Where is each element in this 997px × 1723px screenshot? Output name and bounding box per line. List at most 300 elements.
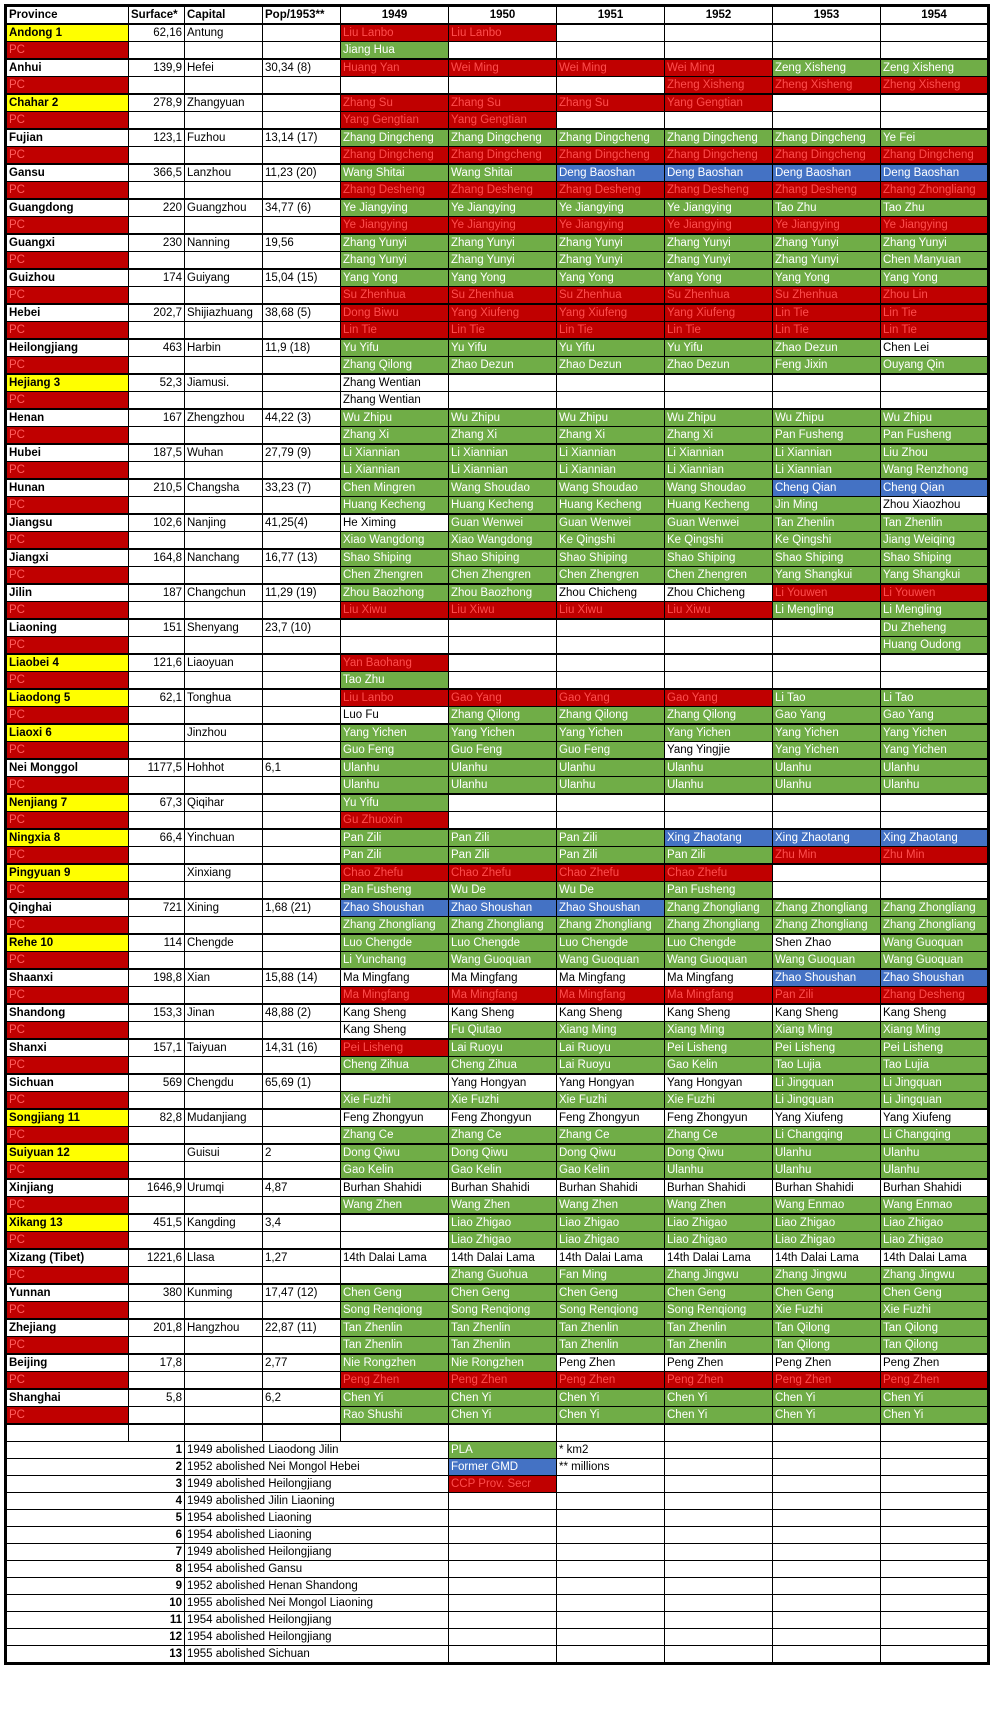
province-population [263, 864, 341, 882]
party-secretary-cell: Tan Qilong [773, 1337, 881, 1355]
province-surface: 201,8 [129, 1319, 185, 1337]
party-secretary-cell [773, 882, 881, 900]
party-secretary-cell: Zhu Min [773, 847, 881, 865]
province-population: 4,87 [263, 1179, 341, 1197]
party-secretary-cell: Ma Mingfang [449, 987, 557, 1005]
party-secretary-cell: Xiang Ming [557, 1022, 665, 1040]
governor-cell: Pan Zili [557, 829, 665, 847]
party-secretary-cell: Song Renqiong [665, 1302, 773, 1320]
note-row [6, 1442, 989, 1459]
party-secretary-cell: Peng Zhen [449, 1372, 557, 1390]
party-secretary-cell [557, 812, 665, 830]
governor-cell: Li Youwen [773, 584, 881, 602]
governor-cell: Burhan Shahidi [881, 1179, 989, 1197]
party-secretary-cell: Ulanhu [665, 777, 773, 795]
party-secretary-cell: Zhang Desheng [341, 182, 449, 200]
province-population: 15,88 (14) [263, 969, 341, 987]
province-row [6, 584, 989, 602]
empty-cell [773, 1476, 881, 1493]
party-secretary-row [6, 812, 989, 830]
governor-cell: 14th Dalai Lama [881, 1249, 989, 1267]
party-secretary-cell: Li Mengling [881, 602, 989, 620]
party-secretary-cell: Chen Yi [773, 1407, 881, 1425]
governor-cell: Chen Yi [557, 1389, 665, 1407]
empty-cell [449, 1544, 557, 1561]
party-secretary-cell: Zhang Zhongliang [449, 917, 557, 935]
empty-cell [881, 1527, 989, 1544]
governor-cell [449, 374, 557, 392]
note-row [6, 1476, 989, 1493]
party-secretary-row [6, 392, 989, 410]
party-secretary-cell: Zhang Dingcheng [341, 147, 449, 165]
party-secretary-cell: Xiang Ming [773, 1022, 881, 1040]
governor-cell: Burhan Shahidi [341, 1179, 449, 1197]
governor-cell: Peng Zhen [557, 1354, 665, 1372]
province-capital: Kunming [185, 1284, 263, 1302]
governor-cell: Pan Zili [449, 829, 557, 847]
governor-cell: Chen Geng [665, 1284, 773, 1302]
party-secretary-cell: Pan Fusheng [341, 882, 449, 900]
party-secretary-cell [881, 812, 989, 830]
party-secretary-cell: Tao Zhu [341, 672, 449, 690]
pc-label: PC [6, 322, 129, 340]
province-name: Jiangxi [6, 549, 129, 567]
governor-cell: Shao Shiping [449, 549, 557, 567]
province-population: 34,77 (6) [263, 199, 341, 217]
empty-cell [129, 637, 185, 655]
party-secretary-cell: Zheng Xisheng [881, 77, 989, 95]
province-name: Shaanxi [6, 969, 129, 987]
governor-cell: 14th Dalai Lama [665, 1249, 773, 1267]
empty-cell [129, 602, 185, 620]
party-secretary-cell: Ulanhu [881, 777, 989, 795]
party-secretary-cell: Wang Zhen [665, 1197, 773, 1215]
party-secretary-cell: Xiao Wangdong [341, 532, 449, 550]
province-row [6, 899, 989, 917]
governor-cell [665, 374, 773, 392]
note-number: 1 [6, 1442, 185, 1459]
note-row [6, 1595, 989, 1612]
empty-cell [881, 1544, 989, 1561]
governor-cell [665, 619, 773, 637]
province-surface: 210,5 [129, 479, 185, 497]
party-secretary-cell: Peng Zhen [665, 1372, 773, 1390]
governor-cell: Luo Chengde [557, 934, 665, 952]
governor-cell: Wang Shoudao [665, 479, 773, 497]
party-secretary-cell: Song Renqiong [449, 1302, 557, 1320]
party-secretary-cell [881, 112, 989, 130]
party-secretary-cell: Tan Zhenlin [449, 1337, 557, 1355]
governor-cell: Wang Shoudao [557, 479, 665, 497]
governor-cell: Ulanhu [557, 759, 665, 777]
province-population: 1,68 (21) [263, 899, 341, 917]
province-population [263, 654, 341, 672]
governor-cell: Zhou Chicheng [557, 584, 665, 602]
pc-label: PC [6, 567, 129, 585]
header-province: Province [6, 6, 129, 25]
governor-cell: Tao Zhu [773, 199, 881, 217]
note-row [6, 1544, 989, 1561]
empty-cell [773, 1442, 881, 1459]
empty-cell [449, 1629, 557, 1646]
party-secretary-cell: Tao Lujia [881, 1057, 989, 1075]
province-row [6, 759, 989, 777]
party-secretary-row [6, 602, 989, 620]
governor-cell: Liao Zhigao [449, 1214, 557, 1232]
empty-cell [557, 1493, 665, 1510]
governor-cell: Tan Zhenlin [557, 1319, 665, 1337]
province-population [263, 724, 341, 742]
pc-label: PC [6, 217, 129, 235]
party-secretary-cell: Wang Enmao [773, 1197, 881, 1215]
governor-cell: Wang Shitai [449, 164, 557, 182]
governor-cell: Yang Yong [449, 269, 557, 287]
pc-label: PC [6, 987, 129, 1005]
governor-cell: Ma Mingfang [665, 969, 773, 987]
province-capital: Nanchang [185, 549, 263, 567]
province-capital: Shenyang [185, 619, 263, 637]
province-population: 48,88 (2) [263, 1004, 341, 1022]
empty-cell [263, 1057, 341, 1075]
governor-cell [665, 794, 773, 812]
header-row [6, 6, 989, 25]
governor-cell: Yu Yifu [341, 794, 449, 812]
party-secretary-cell: Chen Yi [665, 1407, 773, 1425]
province-name: Gansu [6, 164, 129, 182]
empty-cell [129, 532, 185, 550]
province-population: 44,22 (3) [263, 409, 341, 427]
province-population [263, 829, 341, 847]
empty-cell [449, 1612, 557, 1629]
party-secretary-cell [449, 42, 557, 60]
empty-cell [185, 1337, 263, 1355]
governor-cell: Ulanhu [881, 1144, 989, 1162]
governor-cell: Yu Yifu [557, 339, 665, 357]
spacer-row [6, 1424, 989, 1442]
empty-cell [185, 987, 263, 1005]
party-secretary-cell [665, 812, 773, 830]
party-secretary-cell [881, 882, 989, 900]
governor-cell: Liu Lanbo [341, 689, 449, 707]
note-text: 1952 abolished Nei Mongol Hebei [185, 1459, 449, 1476]
empty-cell [557, 1646, 665, 1664]
governor-cell: Li Jingquan [881, 1074, 989, 1092]
party-secretary-cell: Peng Zhen [881, 1372, 989, 1390]
empty-cell [129, 1232, 185, 1250]
province-capital: Lanzhou [185, 164, 263, 182]
empty-cell [185, 882, 263, 900]
province-name: Hebei [6, 304, 129, 322]
province-capital: Nanning [185, 234, 263, 252]
note-text: 1949 abolished Heilongjiang [185, 1544, 449, 1561]
governor-cell: Wu Zhipu [341, 409, 449, 427]
note-text: 1952 abolished Henan Shandong [185, 1578, 449, 1595]
governor-cell: Zhou Chicheng [665, 584, 773, 602]
empty-cell [263, 812, 341, 830]
party-secretary-cell: Wang Guoquan [773, 952, 881, 970]
governor-cell: Chao Zhefu [449, 864, 557, 882]
governor-cell: Cheng Qian [881, 479, 989, 497]
governor-cell: Zhang Zhongliang [881, 899, 989, 917]
governor-cell [881, 374, 989, 392]
party-secretary-cell: Huang Kecheng [449, 497, 557, 515]
governor-cell: Zhou Baozhong [449, 584, 557, 602]
party-secretary-cell: Zhang Dingcheng [773, 147, 881, 165]
province-name: Liaodong 5 [6, 689, 129, 707]
empty-cell [773, 1424, 881, 1442]
note-text: 1949 abolished Jilin Liaoning [185, 1493, 449, 1510]
empty-cell [263, 602, 341, 620]
legend-pla: PLA [449, 1442, 557, 1459]
note-row [6, 1510, 989, 1527]
party-secretary-cell: Chen Manyuan [881, 252, 989, 270]
note-number: 5 [6, 1510, 185, 1527]
governor-cell: Du Zheheng [881, 619, 989, 637]
header-year-1949: 1949 [341, 6, 449, 25]
province-population: 11,23 (20) [263, 164, 341, 182]
empty-cell [185, 357, 263, 375]
province-row [6, 1109, 989, 1127]
party-secretary-cell: Zhu Min [881, 847, 989, 865]
province-name: Hejiang 3 [6, 374, 129, 392]
pc-label: PC [6, 1267, 129, 1285]
province-row [6, 1214, 989, 1232]
party-secretary-cell: Tan Zhenlin [341, 1337, 449, 1355]
empty-cell [129, 1407, 185, 1425]
province-surface: 164,8 [129, 549, 185, 567]
party-secretary-cell: Huang Oudong [881, 637, 989, 655]
party-secretary-cell [773, 112, 881, 130]
party-secretary-row [6, 637, 989, 655]
party-secretary-cell: Zhang Yunyi [665, 252, 773, 270]
governor-cell: Liu Zhou [881, 444, 989, 462]
party-secretary-cell: Gao Yang [881, 707, 989, 725]
empty-cell [881, 1493, 989, 1510]
province-population: 17,47 (12) [263, 1284, 341, 1302]
party-secretary-cell: Xie Fuzhi [773, 1302, 881, 1320]
governor-cell: Liao Zhigao [881, 1214, 989, 1232]
empty-cell [665, 1442, 773, 1459]
governor-cell [449, 619, 557, 637]
empty-cell [773, 1595, 881, 1612]
empty-cell [263, 1022, 341, 1040]
governor-cell: Chen Geng [881, 1284, 989, 1302]
empty-cell [881, 1510, 989, 1527]
governor-cell: Guan Wenwei [449, 514, 557, 532]
province-name: Guizhou [6, 269, 129, 287]
party-secretary-row [6, 777, 989, 795]
province-capital: Jinan [185, 1004, 263, 1022]
party-secretary-cell: Ulanhu [665, 1162, 773, 1180]
province-capital: Llasa [185, 1249, 263, 1267]
empty-cell [129, 672, 185, 690]
empty-cell [185, 392, 263, 410]
note-text: 1949 abolished Liaodong Jilin [185, 1442, 449, 1459]
province-surface: 67,3 [129, 794, 185, 812]
empty-cell [185, 532, 263, 550]
province-surface: 187 [129, 584, 185, 602]
governor-cell: Wu Zhipu [449, 409, 557, 427]
governor-cell [341, 1214, 449, 1232]
pc-label: PC [6, 917, 129, 935]
party-secretary-cell: Lai Ruoyu [557, 1057, 665, 1075]
governor-cell: Kang Sheng [773, 1004, 881, 1022]
party-secretary-cell: Zhang Guohua [449, 1267, 557, 1285]
province-capital: Wuhan [185, 444, 263, 462]
province-population [263, 24, 341, 42]
governor-cell: 14th Dalai Lama [773, 1249, 881, 1267]
party-secretary-cell [881, 392, 989, 410]
governor-cell: Huang Yan [341, 59, 449, 77]
governor-cell: Peng Zhen [881, 1354, 989, 1372]
party-secretary-cell [449, 812, 557, 830]
party-secretary-row [6, 1337, 989, 1355]
province-name: Qinghai [6, 899, 129, 917]
empty-cell [263, 1197, 341, 1215]
province-surface: 167 [129, 409, 185, 427]
header-year-1954: 1954 [881, 6, 989, 25]
empty-cell [129, 147, 185, 165]
governor-cell: Luo Chengde [449, 934, 557, 952]
province-surface: 1646,9 [129, 1179, 185, 1197]
province-row [6, 1354, 989, 1372]
governor-cell: Chen Yi [881, 1389, 989, 1407]
empty-cell [185, 182, 263, 200]
empty-cell [185, 567, 263, 585]
pc-label: PC [6, 1337, 129, 1355]
governor-cell: Chen Geng [449, 1284, 557, 1302]
party-secretary-row [6, 1302, 989, 1320]
governor-cell: Burhan Shahidi [665, 1179, 773, 1197]
party-secretary-cell [665, 672, 773, 690]
governor-cell: Tan Zhenlin [665, 1319, 773, 1337]
party-secretary-cell: Chen Zhengren [341, 567, 449, 585]
party-secretary-cell: Peng Zhen [773, 1372, 881, 1390]
empty-cell [557, 1595, 665, 1612]
province-row [6, 689, 989, 707]
empty-cell [185, 287, 263, 305]
party-secretary-row [6, 742, 989, 760]
party-secretary-cell: Zhao Dezun [449, 357, 557, 375]
empty-cell [263, 952, 341, 970]
governor-cell: Yang Yichen [341, 724, 449, 742]
party-secretary-cell: Li Mengling [773, 602, 881, 620]
governor-cell: Tan Zhenlin [881, 514, 989, 532]
governor-cell: Zhang Yunyi [341, 234, 449, 252]
governor-cell: Pan Zili [341, 829, 449, 847]
empty-cell [185, 497, 263, 515]
governor-cell: Lin Tie [773, 304, 881, 322]
empty-cell [665, 1646, 773, 1664]
governor-cell [773, 864, 881, 882]
province-name: Zhejiang [6, 1319, 129, 1337]
province-row [6, 409, 989, 427]
empty-cell [263, 1232, 341, 1250]
empty-cell [881, 1561, 989, 1578]
empty-cell [263, 182, 341, 200]
province-surface: 153,3 [129, 1004, 185, 1022]
note-number: 2 [6, 1459, 185, 1476]
party-secretary-cell: Zhang Desheng [449, 182, 557, 200]
party-secretary-cell: Yang Yichen [773, 742, 881, 760]
party-secretary-cell: Luo Fu [341, 707, 449, 725]
party-secretary-cell: Lin Tie [881, 322, 989, 340]
empty-cell [449, 1527, 557, 1544]
governor-cell: Zhang Su [341, 94, 449, 112]
governor-cell: Yang Hongyan [557, 1074, 665, 1092]
empty-cell [263, 77, 341, 95]
province-surface: 102,6 [129, 514, 185, 532]
governor-cell: Ye Jiangying [557, 199, 665, 217]
party-secretary-cell [665, 112, 773, 130]
header-surface: Surface* [129, 6, 185, 25]
governor-cell: Zhang Su [449, 94, 557, 112]
party-secretary-cell: Xie Fuzhi [881, 1302, 989, 1320]
party-secretary-row [6, 182, 989, 200]
province-row [6, 444, 989, 462]
note-number: 3 [6, 1476, 185, 1493]
province-row [6, 864, 989, 882]
province-population: 6,1 [263, 759, 341, 777]
party-secretary-cell: Wang Zhen [341, 1197, 449, 1215]
governor-cell: Dong Biwu [341, 304, 449, 322]
governor-cell: Zhang Dingcheng [557, 129, 665, 147]
province-name: Ningxia 8 [6, 829, 129, 847]
empty-cell [773, 1544, 881, 1561]
party-secretary-cell: Huang Kecheng [341, 497, 449, 515]
party-secretary-cell: Li Xiannian [449, 462, 557, 480]
party-secretary-row [6, 287, 989, 305]
province-name: Rehe 10 [6, 934, 129, 952]
governor-cell [881, 654, 989, 672]
note-number: 13 [6, 1646, 185, 1664]
party-secretary-cell: Zhang Xi [557, 427, 665, 445]
party-secretary-cell: Chen Yi [881, 1407, 989, 1425]
province-population: 13,14 (17) [263, 129, 341, 147]
province-name: Heilongjiang [6, 339, 129, 357]
province-surface: 121,6 [129, 654, 185, 672]
empty-cell [185, 847, 263, 865]
governor-cell [773, 654, 881, 672]
governor-cell: Liao Zhigao [557, 1214, 665, 1232]
party-secretary-row [6, 707, 989, 725]
governor-cell: Yang Yichen [881, 724, 989, 742]
party-secretary-cell [449, 392, 557, 410]
governor-cell: Dong Qiwu [449, 1144, 557, 1162]
empty-cell [557, 1544, 665, 1561]
party-secretary-cell [773, 42, 881, 60]
party-secretary-cell: Zhang Ce [341, 1127, 449, 1145]
party-secretary-row [6, 952, 989, 970]
empty-cell [129, 1302, 185, 1320]
province-population: 30,34 (8) [263, 59, 341, 77]
governor-cell: Zhao Shoushan [773, 969, 881, 987]
pc-label: PC [6, 672, 129, 690]
empty-cell [129, 462, 185, 480]
party-secretary-cell: Xie Fuzhi [665, 1092, 773, 1110]
governor-cell: Xing Zhaotang [881, 829, 989, 847]
province-name: Shanghai [6, 1389, 129, 1407]
party-secretary-row [6, 532, 989, 550]
party-secretary-cell: Ma Mingfang [557, 987, 665, 1005]
governor-cell [557, 374, 665, 392]
party-secretary-cell: Wu De [557, 882, 665, 900]
party-secretary-row [6, 1057, 989, 1075]
empty-cell [665, 1527, 773, 1544]
province-surface: 123,1 [129, 129, 185, 147]
party-secretary-cell: Zhang Yunyi [773, 252, 881, 270]
party-secretary-row [6, 357, 989, 375]
